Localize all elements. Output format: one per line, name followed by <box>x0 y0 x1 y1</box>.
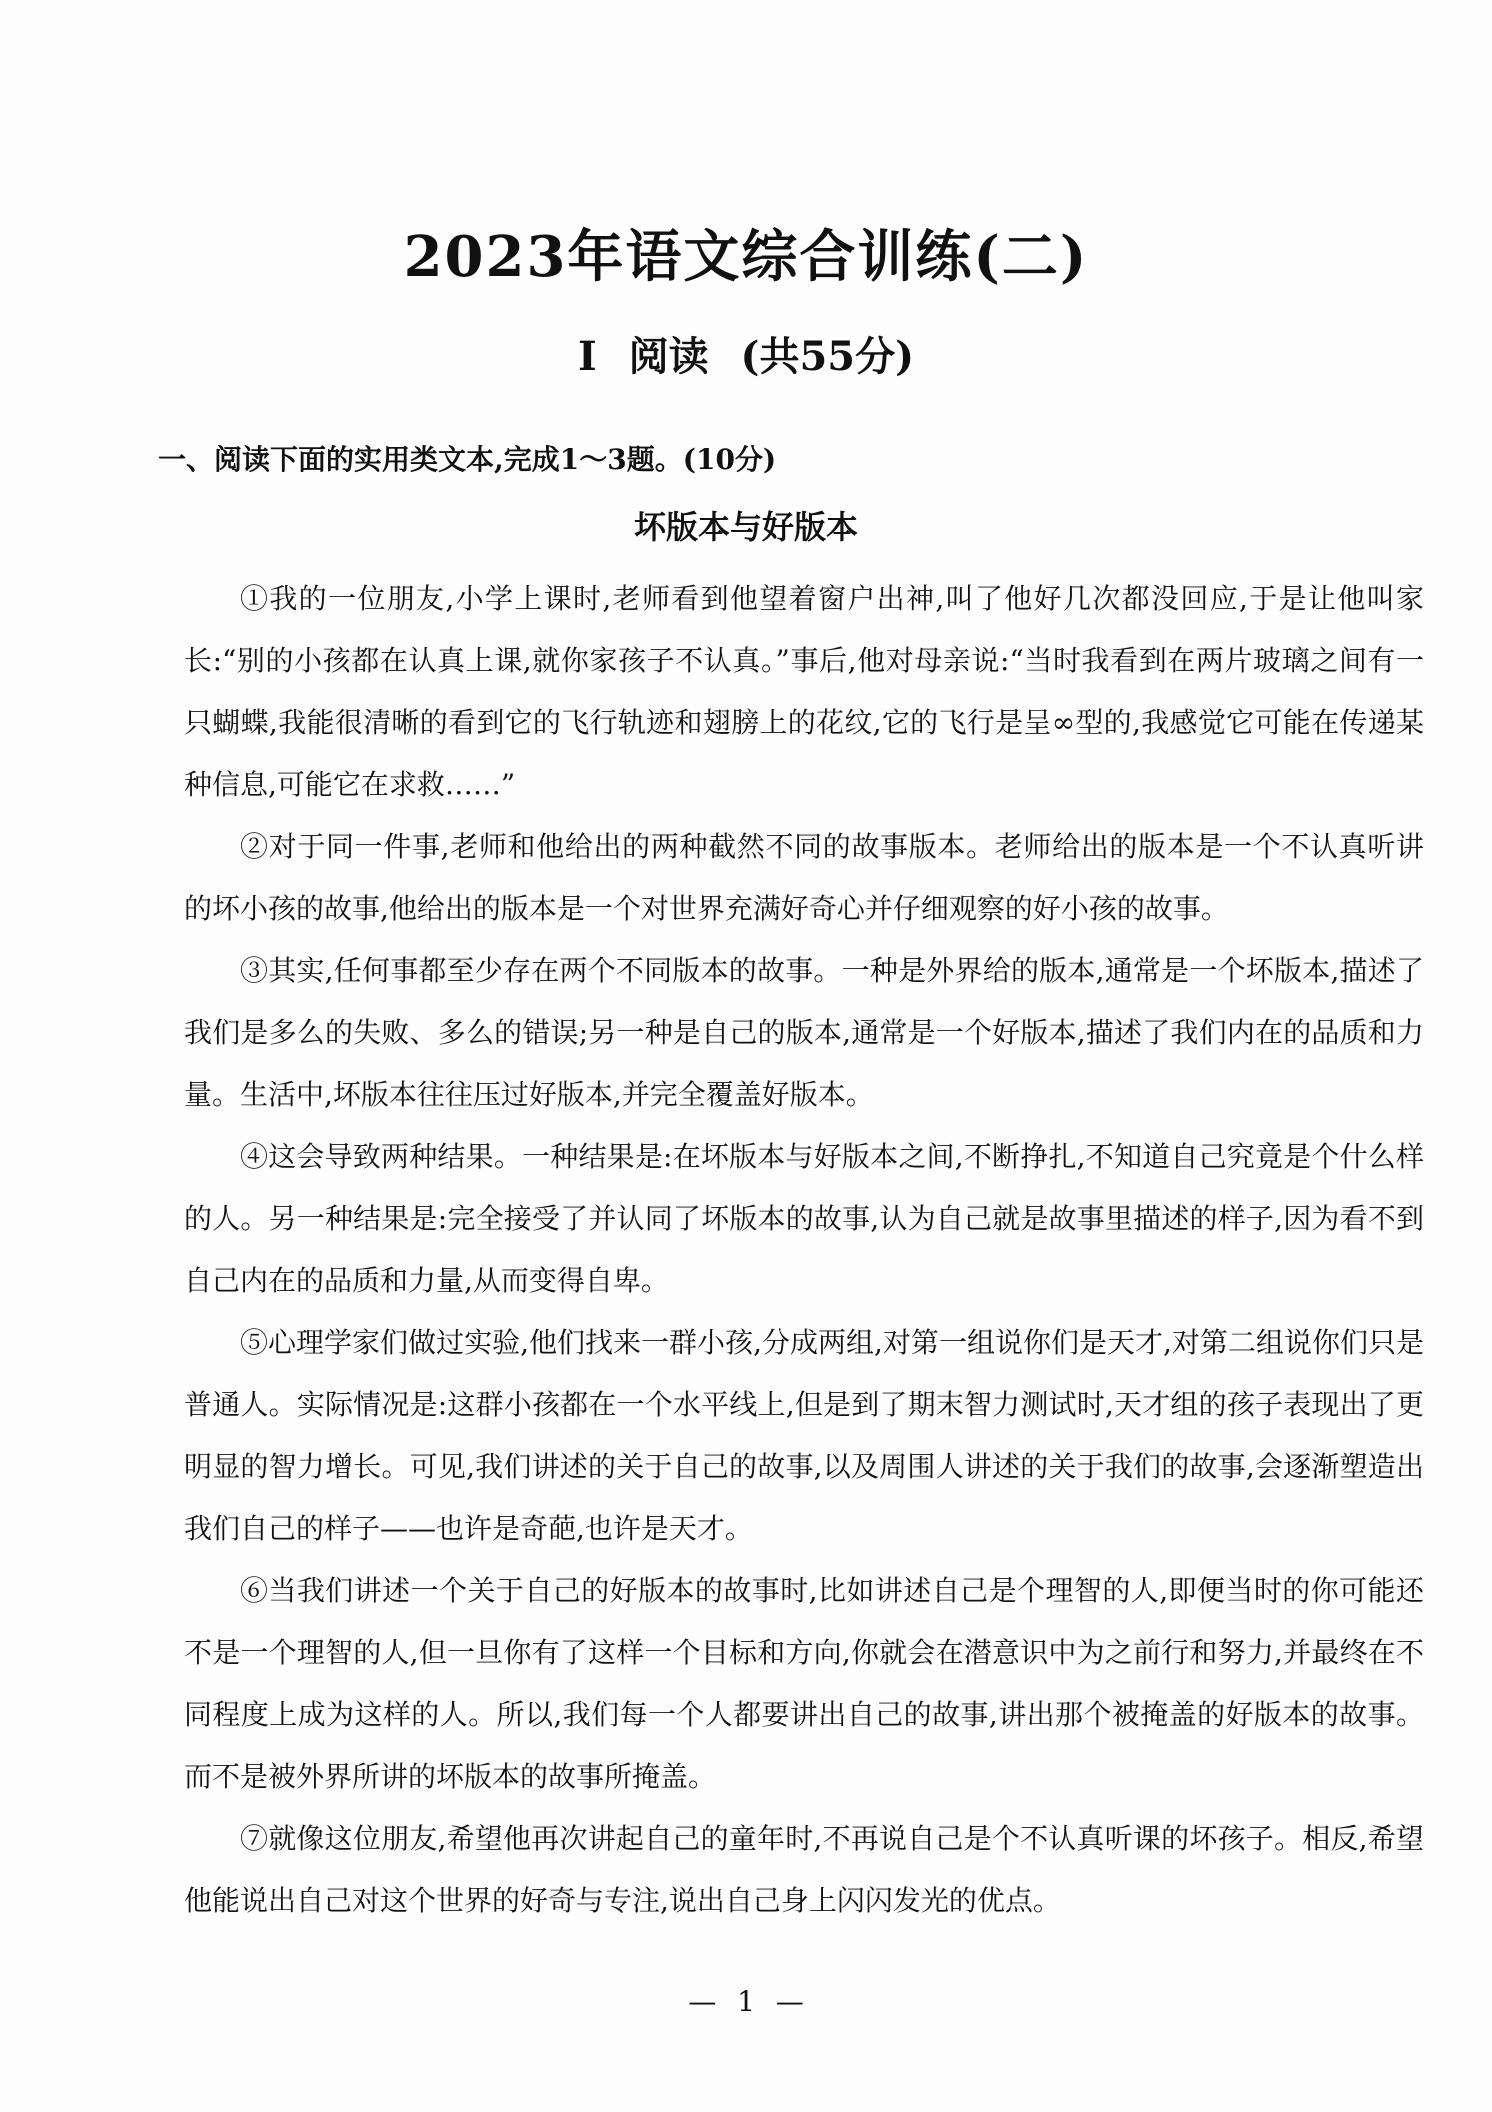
exam-title: 2023年语文综合训练(二) <box>403 224 1089 290</box>
paragraph-7: ⑦就像这位朋友,希望他再次讲起自己的童年时,不再说自己是个不认真听课的坏孩子。相反,希望他能说出自己对这个世界的好奇与专注,说出自己身上闪闪发光的优点。 <box>184 1822 1424 1917</box>
paragraph-6: ⑥当我们讲述一个关于自己的好版本的故事时,比如讲述自己是个理智的人,即便当时的你可能还不是一个理智的人,但一旦你有了这样一个目标和方向,你就会在潜意识中为之前行和努力,并最终在不同程度上成为这样的人。所以,我们每一个人都要讲出自己的故事,讲出那个被掩盖的好版本的故事。而不是被外界所讲的坏版本的故事所掩盖。 <box>184 1574 1424 1793</box>
page-number: — 1 — <box>688 1985 804 2018</box>
article-body <box>184 568 1424 1932</box>
paragraph-5: ⑤心理学家们做过实验,他们找来一群小孩,分成两组,对第一组说你们是天才,对第二组说你们只是普通人。实际情况是:这群小孩都在一个水平线上,但是到了期末智力测试时,天才组的孩子表现出了更明显的智力增长。可见,我们讲述的关于自己的故事,以及周围人讲述的关于我们的故事,会逐渐塑造出我们自己的样子——也许是奇葩,也许是天才。 <box>184 1326 1424 1545</box>
paragraph-1: ①我的一位朋友,小学上课时,老师看到他望着窗户出神,叫了他好几次都没回应,于是让他叫家长:“别的小孩都在认真上课,就你家孩子不认真。”事后,他对母亲说:“当时我看到在两片玻璃之间有一只蝴蝶,我能很清晰的看到它的飞行轨迹和翅膀上的花纹,它的飞行是呈∞型的,我感觉它可能在传递某种信息,可能它在求救……” <box>184 582 1424 801</box>
paragraph-2: ②对于同一件事,老师和他给出的两种截然不同的故事版本。老师给出的版本是一个不认真听讲的坏小孩的故事,他给出的版本是一个对世界充满好奇心并仔细观察的好小孩的故事。 <box>184 830 1424 925</box>
article-title: 坏版本与好版本 <box>633 508 858 546</box>
paragraph-3: ③其实,任何事都至少存在两个不同版本的故事。一种是外界给的版本,通常是一个坏版本,描述了我们是多么的失败、多么的错误;另一种是自己的版本,通常是一个好版本,描述了我们内在的品质和力量。生活中,坏版本往往压过好版本,并完全覆盖好版本。 <box>184 954 1424 1111</box>
section-heading: Ⅰ 阅读 (共55分) <box>577 333 915 380</box>
paragraph-4: ④这会导致两种结果。一种结果是:在坏版本与好版本之间,不断挣扎,不知道自己究竟是个什么样的人。另一种结果是:完全接受了并认同了坏版本的故事,认为自己就是故事里描述的样子,因为看不到自己内在的品质和力量,从而变得自卑。 <box>184 1140 1424 1297</box>
question-instruction: 一、阅读下面的实用类文本,完成1～3题。(10分) <box>158 443 777 476</box>
